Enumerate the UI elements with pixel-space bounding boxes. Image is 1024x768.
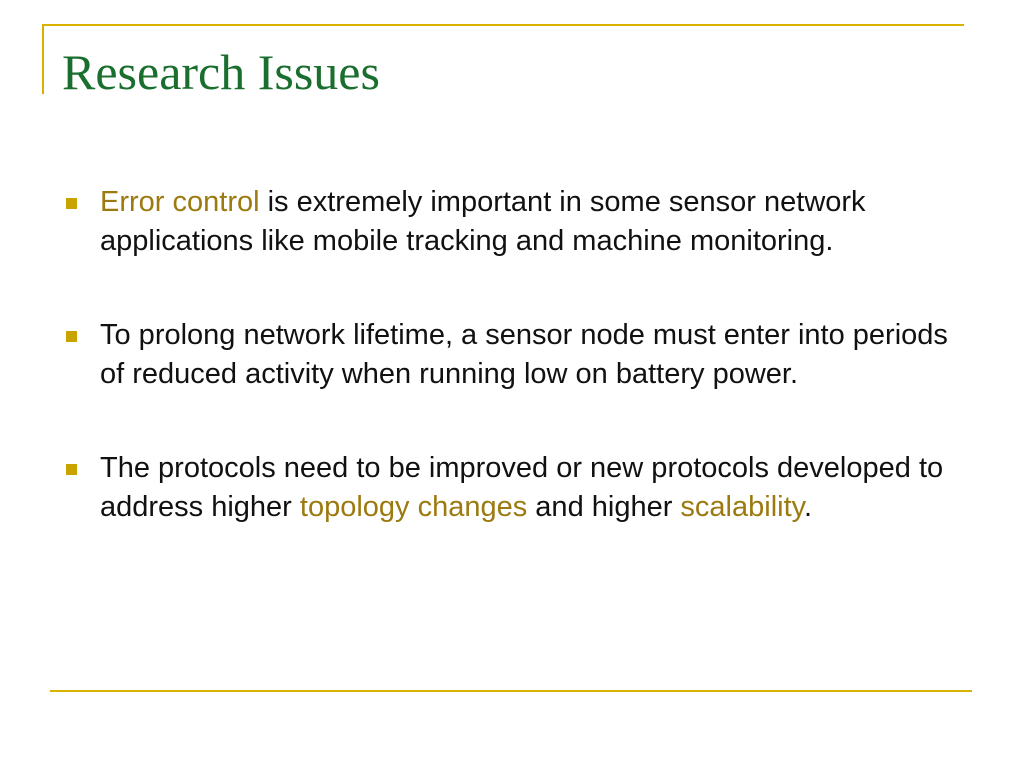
bullet-text: To prolong network lifetime, a sensor node must enter into periods of reduced activity when running low on battery power. [100, 319, 948, 390]
highlight-text: topology changes [299, 491, 528, 523]
highlight-text: scalability [680, 491, 804, 523]
square-bullet-icon [66, 331, 77, 342]
left-border-line [42, 24, 44, 94]
bullet-item-protocols [62, 449, 962, 527]
bullet-text: and higher [527, 491, 681, 523]
bullet-item-network-lifetime [62, 316, 962, 394]
bullet-text: The protocols need to be improved or new protocols developed to address higher [100, 452, 944, 523]
bullet-text: is extremely important in some sensor network applications like mobile tracking and machine monitoring. [100, 186, 866, 257]
bullet-text: . [803, 491, 813, 523]
bottom-border-line [50, 690, 972, 692]
slide-title: Research Issues [62, 44, 380, 100]
highlight-text: Error control [100, 186, 260, 218]
square-bullet-icon [66, 464, 77, 475]
top-border-line [42, 24, 964, 26]
square-bullet-icon [66, 198, 77, 209]
bullet-item-error-control [62, 183, 962, 261]
bullet-list [62, 183, 962, 582]
